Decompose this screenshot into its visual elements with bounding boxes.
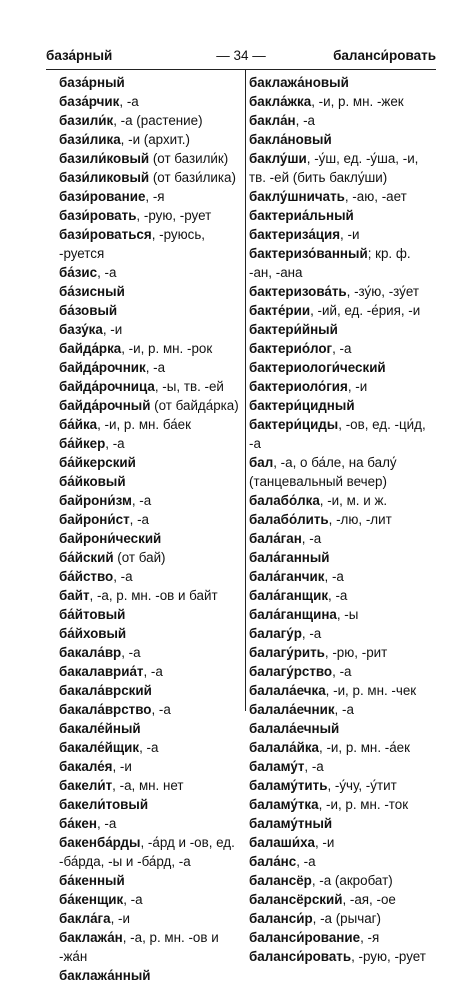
- headword: бакла́га: [59, 911, 111, 926]
- entry-grammar: ; кр. ф. -ан, -ана: [249, 246, 411, 280]
- dictionary-entry: [249, 358, 434, 377]
- dictionary-entry: [249, 73, 434, 92]
- entry-grammar: , -а: [328, 588, 348, 603]
- headword: бакале́я: [59, 759, 113, 774]
- headword: база́рный: [59, 75, 125, 90]
- headword: бази́лика: [59, 132, 121, 147]
- left-column: [59, 73, 242, 985]
- headword: бала́ганщик: [249, 588, 329, 603]
- dictionary-entry: [59, 358, 242, 377]
- dictionary-entry: [249, 605, 434, 624]
- entry-grammar: (от бай): [113, 550, 166, 565]
- dictionary-entry: [59, 73, 242, 92]
- headword: балансёр: [249, 873, 312, 888]
- headword: бакенба́рды: [59, 835, 141, 850]
- headword: бакале́йщик: [59, 740, 140, 755]
- dictionary-entry: [249, 852, 434, 871]
- dictionary-entry: [249, 586, 434, 605]
- header-rule: [46, 69, 436, 70]
- dictionary-entry: [59, 700, 242, 719]
- headword: бактеризо́ванный: [249, 246, 368, 261]
- entry-grammar: , -а (акробат): [311, 873, 393, 888]
- headword: бактери́циды: [249, 417, 339, 432]
- dictionary-entry: [59, 491, 242, 510]
- dictionary-entry: [59, 833, 242, 871]
- headword: базили́к: [59, 113, 114, 128]
- entry-grammar: (от байда́рка): [150, 398, 239, 413]
- headword: балагу́р: [249, 626, 302, 641]
- entry-grammar: , -руюсь, -руется: [59, 227, 206, 261]
- headword: бази́роваться: [59, 227, 152, 242]
- entry-grammar: , -а: [296, 854, 316, 869]
- headword: бакала́врство: [59, 702, 152, 717]
- headword: балабо́лить: [249, 512, 329, 527]
- headword: ба́кенщик: [59, 892, 124, 907]
- dictionary-entry: [59, 890, 242, 909]
- headword: байрони́ст: [59, 512, 130, 527]
- dictionary-entry: [59, 605, 242, 624]
- entry-grammar: , -ая, -ое: [342, 892, 396, 907]
- dictionary-entry: [59, 415, 242, 434]
- headword: бакели́товый: [59, 797, 149, 812]
- dictionary-entry: [59, 320, 242, 339]
- entry-grammar: , -а: [295, 113, 315, 128]
- dictionary-entry: [249, 491, 434, 510]
- headword: балала́ечник: [249, 702, 335, 717]
- headword: байда́рочный: [59, 398, 151, 413]
- headword: бала́ганчик: [249, 569, 325, 584]
- right-column: [249, 73, 434, 966]
- headword: баклажа́нный: [59, 968, 151, 983]
- headword: баланси́рование: [249, 930, 361, 945]
- dictionary-entry: [249, 510, 434, 529]
- dictionary-entry: [249, 149, 434, 187]
- dictionary-entry: [249, 187, 434, 206]
- headword: балансёрский: [249, 892, 343, 907]
- headword: бакла́жка: [249, 94, 312, 109]
- dictionary-entry: [249, 643, 434, 662]
- dictionary-entry: [249, 282, 434, 301]
- entry-grammar: , -зу́ю, -зу́ет: [346, 284, 419, 299]
- entry-grammar: , -а: [332, 341, 352, 356]
- headword: бази́ликовый: [59, 170, 150, 185]
- headword: бактери́цидный: [249, 398, 355, 413]
- entry-grammar: , -у́ш, ед. -у́ша, -и, тв. -ей (бить баклу́ши): [249, 151, 419, 185]
- dictionary-entry: [59, 529, 242, 548]
- dictionary-entry: [249, 795, 434, 814]
- dictionary-entry: [59, 339, 242, 358]
- headword: баламу́т: [249, 759, 305, 774]
- dictionary-entry: [59, 396, 242, 415]
- headword: байрони́зм: [59, 493, 132, 508]
- dictionary-entry: [249, 719, 434, 738]
- headword: бал: [249, 455, 274, 470]
- dictionary-entry: [59, 149, 242, 168]
- headword: бала́ган: [249, 531, 302, 546]
- headword: бала́нс: [249, 854, 297, 869]
- headword: ба́йкерский: [59, 455, 136, 470]
- entry-grammar: , -рю, -рит: [324, 645, 388, 660]
- dictionary-entry: [249, 529, 434, 548]
- headword: байт: [59, 588, 90, 603]
- entry-grammar: , -ов, ед. -ци́д, -а: [249, 417, 426, 451]
- dictionary-entry: [249, 871, 434, 890]
- entry-grammar: , -ы: [336, 607, 359, 622]
- dictionary-entry: [249, 377, 434, 396]
- entry-grammar: , -а: [334, 702, 354, 717]
- headword: баклу́шничать: [249, 189, 345, 204]
- headword: бази́рование: [59, 189, 146, 204]
- running-head-left: база́рный: [46, 48, 113, 63]
- headword: базу́ка: [59, 322, 103, 337]
- dictionary-entry: [59, 187, 242, 206]
- headword: ба́йка: [59, 417, 98, 432]
- headword: бакла́н: [249, 113, 296, 128]
- dictionary-entry: [249, 928, 434, 947]
- entry-grammar: , -а: [324, 569, 344, 584]
- headword: ба́кенный: [59, 873, 125, 888]
- entry-grammar: , -и, р. мн. ба́ек: [97, 417, 191, 432]
- dictionary-entry: [59, 301, 242, 320]
- dictionary-entry: [249, 567, 434, 586]
- dictionary-entry: [249, 111, 434, 130]
- dictionary-entry: [59, 434, 242, 453]
- headword: бакте́рии: [249, 303, 311, 318]
- entry-grammar: , -рую, -рует: [136, 208, 212, 223]
- dictionary-entry: [249, 757, 434, 776]
- dictionary-entry: [59, 282, 242, 301]
- entry-grammar: , -а, р. мн. -ов и -жа́н: [59, 930, 219, 964]
- entry-grammar: , -и: [347, 379, 368, 394]
- headword: балагу́рство: [249, 664, 333, 679]
- column-divider: [245, 70, 246, 711]
- dictionary-entry: [59, 263, 242, 282]
- dictionary-entry: [59, 130, 242, 149]
- entry-grammar: , -а: [113, 569, 133, 584]
- dictionary-entry: [59, 567, 242, 586]
- entry-grammar: , -а: [96, 816, 117, 831]
- dictionary-entry: [249, 453, 434, 491]
- entry-grammar: , -а (растение): [113, 113, 203, 128]
- dictionary-entry: [249, 92, 434, 111]
- entry-grammar: , -и, р. мн. -жек: [311, 94, 404, 109]
- entry-grammar: , -и, р. мн. -рок: [121, 341, 213, 356]
- headword: бала́ганщина: [249, 607, 337, 622]
- dictionary-entry: [59, 776, 242, 795]
- headword: байда́рка: [59, 341, 122, 356]
- headword: бакели́т: [59, 778, 113, 793]
- headword: ба́кен: [59, 816, 97, 831]
- headword: баламу́тный: [249, 816, 333, 831]
- entry-grammar: , -я: [360, 930, 380, 945]
- entry-grammar: , -а: [123, 892, 143, 907]
- entry-grammar: , -а: [143, 664, 163, 679]
- headword: бала́ганный: [249, 550, 330, 565]
- headword: бактериоло́гия: [249, 379, 348, 394]
- dictionary-entry: [249, 320, 434, 339]
- dictionary-entry: [59, 453, 242, 472]
- dictionary-entry: [249, 947, 434, 966]
- headword: балала́йка: [249, 740, 320, 755]
- dictionary-entry: [249, 301, 434, 320]
- headword: бактерио́лог: [249, 341, 333, 356]
- headword: баламу́тить: [249, 778, 328, 793]
- headword: баклу́ши: [249, 151, 307, 166]
- dictionary-entry: [249, 909, 434, 928]
- headword: бакала́врский: [59, 683, 152, 698]
- entry-grammar: , -у́чу, -у́тит: [327, 778, 397, 793]
- dictionary-entry: [59, 548, 242, 567]
- entry-grammar: , -ы, тв. -ей: [154, 379, 224, 394]
- entry-grammar: , -и, м. и ж.: [319, 493, 388, 508]
- dictionary-entry: [59, 795, 242, 814]
- entry-grammar: , -а: [129, 512, 149, 527]
- entry-grammar: , -рую, -рует: [351, 949, 426, 964]
- headword: бакала́вр: [59, 645, 122, 660]
- dictionary-entry: [59, 662, 242, 681]
- headword: ба́зис: [59, 265, 98, 280]
- dictionary-entry: [249, 415, 434, 453]
- entry-grammar: , -аю, -ает: [344, 189, 407, 204]
- entry-grammar: , -а: [131, 493, 152, 508]
- headword: балала́ечный: [249, 721, 340, 736]
- headword: ба́зовый: [59, 303, 118, 318]
- dictionary-entry: [249, 890, 434, 909]
- dictionary-entry: [249, 814, 434, 833]
- dictionary-entry: [59, 377, 242, 396]
- entry-grammar: , -а: [151, 702, 171, 717]
- headword: бакалавриа́т: [59, 664, 144, 679]
- headword: ба́зисный: [59, 284, 125, 299]
- dictionary-entry: [59, 757, 242, 776]
- dictionary-entry: [249, 548, 434, 567]
- headword: ба́йство: [59, 569, 114, 584]
- dictionary-entry: [59, 719, 242, 738]
- headword: бакла́новый: [249, 132, 332, 147]
- entry-grammar: , -и: [340, 227, 360, 242]
- dictionary-entry: [59, 206, 242, 225]
- entry-grammar: , -и: [102, 322, 123, 337]
- headword: байрони́ческий: [59, 531, 162, 546]
- headword: бактеризова́ть: [249, 284, 347, 299]
- headword: баланси́ровать: [249, 949, 352, 964]
- dictionary-entry: [249, 624, 434, 643]
- dictionary-entry: [59, 472, 242, 491]
- entry-grammar: , -а: [304, 759, 324, 774]
- dictionary-entry: [59, 966, 242, 985]
- page-header: [46, 48, 436, 66]
- entry-grammar: , -и: [110, 911, 130, 926]
- dictionary-entry: [59, 814, 242, 833]
- entry-grammar: , -и: [314, 835, 335, 850]
- headword: ба́йховый: [59, 626, 127, 641]
- entry-grammar: , -а: [97, 265, 117, 280]
- dictionary-entry: [249, 833, 434, 852]
- dictionary-entry: [59, 111, 242, 130]
- entry-grammar: , -а: [121, 645, 141, 660]
- headword: бактериа́льный: [249, 208, 354, 223]
- dictionary-entry: [249, 225, 434, 244]
- entry-grammar: , -и, р. мн. -чек: [325, 683, 417, 698]
- dictionary-entry: [249, 700, 434, 719]
- dictionary-entry: [59, 586, 242, 605]
- entry-grammar: , -а: [105, 436, 125, 451]
- headword: баламу́тка: [249, 797, 319, 812]
- headword: ба́йковый: [59, 474, 126, 489]
- dictionary-entry: [59, 624, 242, 643]
- headword: ба́йтовый: [59, 607, 126, 622]
- headword: базили́ковый: [59, 151, 150, 166]
- dictionary-entry: [249, 396, 434, 415]
- entry-grammar: , -а, р. мн. -ов и байт: [89, 588, 218, 603]
- entry-grammar: , -а, о ба́ле, на балу́ (танцевальный вечер): [249, 455, 397, 489]
- entry-grammar: , -а: [332, 664, 352, 679]
- entry-grammar: , -а (рычаг): [312, 911, 381, 926]
- entry-grammar: , -а: [145, 360, 166, 375]
- headword: бази́ровать: [59, 208, 137, 223]
- running-head-right: баланси́ровать: [333, 48, 436, 63]
- dictionary-entry: [59, 168, 242, 187]
- dictionary-entry: [59, 681, 242, 700]
- dictionary-entry: [59, 909, 242, 928]
- dictionary-entry: [59, 225, 242, 263]
- headword: ба́йский: [59, 550, 114, 565]
- headword: байда́рочница: [59, 379, 155, 394]
- entry-grammar: , -и, р. мн. -а́ек: [319, 740, 410, 755]
- dictionary-entry: [59, 510, 242, 529]
- entry-grammar: , -а, мн. нет: [112, 778, 184, 793]
- dictionary-entry: [59, 928, 242, 966]
- headword: база́рчик: [59, 94, 120, 109]
- headword: баклажа́новый: [249, 75, 349, 90]
- headword: балала́ечка: [249, 683, 326, 698]
- headword: балабо́лка: [249, 493, 320, 508]
- headword: бактериза́ция: [249, 227, 341, 242]
- entry-grammar: , -и: [112, 759, 132, 774]
- entry-grammar: , -а: [301, 626, 322, 641]
- dictionary-entry: [249, 130, 434, 149]
- entry-grammar: , -и, р. мн. -ток: [318, 797, 409, 812]
- dictionary-entry: [249, 339, 434, 358]
- page-number: — 34 —: [216, 48, 266, 63]
- dictionary-entry: [249, 776, 434, 795]
- entry-grammar: , -а: [139, 740, 159, 755]
- dictionary-entry: [249, 206, 434, 225]
- entry-grammar: , -ий, ед. -е́рия, -и: [310, 303, 421, 318]
- entry-grammar: , -а́рд и -ов, ед. -ба́рда, -ы и -ба́рд, -а: [59, 835, 235, 869]
- headword: баланси́р: [249, 911, 313, 926]
- dictionary-entry: [59, 92, 242, 111]
- entry-grammar: , -а: [119, 94, 139, 109]
- headword: бакале́йный: [59, 721, 141, 736]
- entry-grammar: , -я: [145, 189, 165, 204]
- dictionary-entry: [249, 244, 434, 282]
- headword: баклажа́н: [59, 930, 123, 945]
- headword: ба́йкер: [59, 436, 106, 451]
- entry-grammar: , -и (архит.): [120, 132, 190, 147]
- headword: бактери́йный: [249, 322, 338, 337]
- headword: бактериологи́ческий: [249, 360, 386, 375]
- dictionary-entry: [59, 871, 242, 890]
- headword: балагу́рить: [249, 645, 325, 660]
- headword: балаши́ха: [249, 835, 315, 850]
- entry-grammar: , -а: [301, 531, 322, 546]
- entry-grammar: , -лю, -лит: [328, 512, 392, 527]
- entry-grammar: (от бази́лика): [149, 170, 236, 185]
- dictionary-entry: [249, 662, 434, 681]
- dictionary-entry: [59, 643, 242, 662]
- dictionary-entry: [249, 681, 434, 700]
- entry-grammar: (от базили́к): [149, 151, 229, 166]
- headword: байда́рочник: [59, 360, 146, 375]
